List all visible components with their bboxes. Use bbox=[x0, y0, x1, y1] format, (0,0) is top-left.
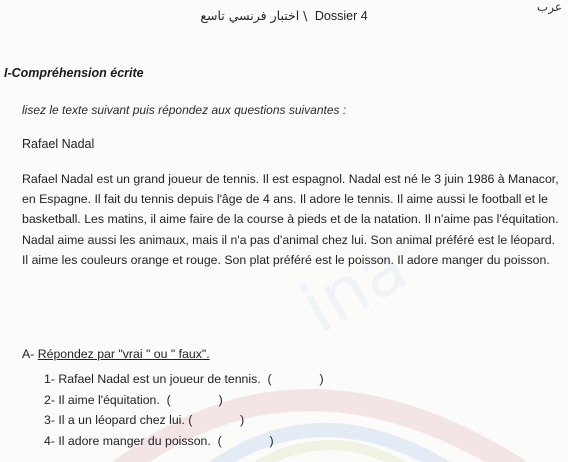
question-item: 1- Rafael Nadal est un joueur de tennis. ( ) bbox=[44, 372, 324, 386]
question-item: 3- Il a un léopard chez lui. ( ) bbox=[44, 413, 245, 427]
exercise-heading bbox=[22, 347, 210, 361]
question-item: 2- Il aime l'équitation. ( ) bbox=[44, 392, 223, 407]
header-dossier: Dossier 4 bbox=[314, 9, 368, 23]
exercise-label: A- bbox=[22, 347, 35, 361]
corner-logo-text: عرب bbox=[536, 0, 562, 14]
question-list bbox=[44, 369, 324, 451]
header-arabic-title: اختبار فرنسي تاسع \ bbox=[200, 8, 308, 23]
text-title: Rafael Nadal bbox=[22, 137, 95, 151]
exercise-instruction: Répondez par "vrai " ou " faux". bbox=[37, 347, 210, 361]
page-header bbox=[0, 8, 568, 23]
instruction-text: lisez le texte suivant puis répondez aux questions suivantes : bbox=[22, 103, 347, 117]
svg-text:ina: ina bbox=[287, 224, 421, 350]
section-title: I-Compréhension écrite bbox=[4, 66, 144, 80]
reading-paragraph: Rafael Nadal est un grand joueur de tennis. Il est espagnol. Nadal est né le 3 juin 1986 à Manacor, en Espagne. Il fait du tennis depuis l'âge de 4 ans. Il adore le tennis. Il aime aussi le football et le basketball. Les matins, il aime faire de la course à pieds et de la natation. Il n'aime pas l'équitation. Nadal aime aussi les animaux, mais il n'a pas d'animal chez lui. Son animal préféré est le léopard. Il aime les couleurs orange et rouge. Son plat préféré est le poisson. Il adore manger du poisson. bbox=[22, 172, 559, 267]
question-item: 4- Il adore manger du poisson. ( ) bbox=[44, 433, 274, 448]
